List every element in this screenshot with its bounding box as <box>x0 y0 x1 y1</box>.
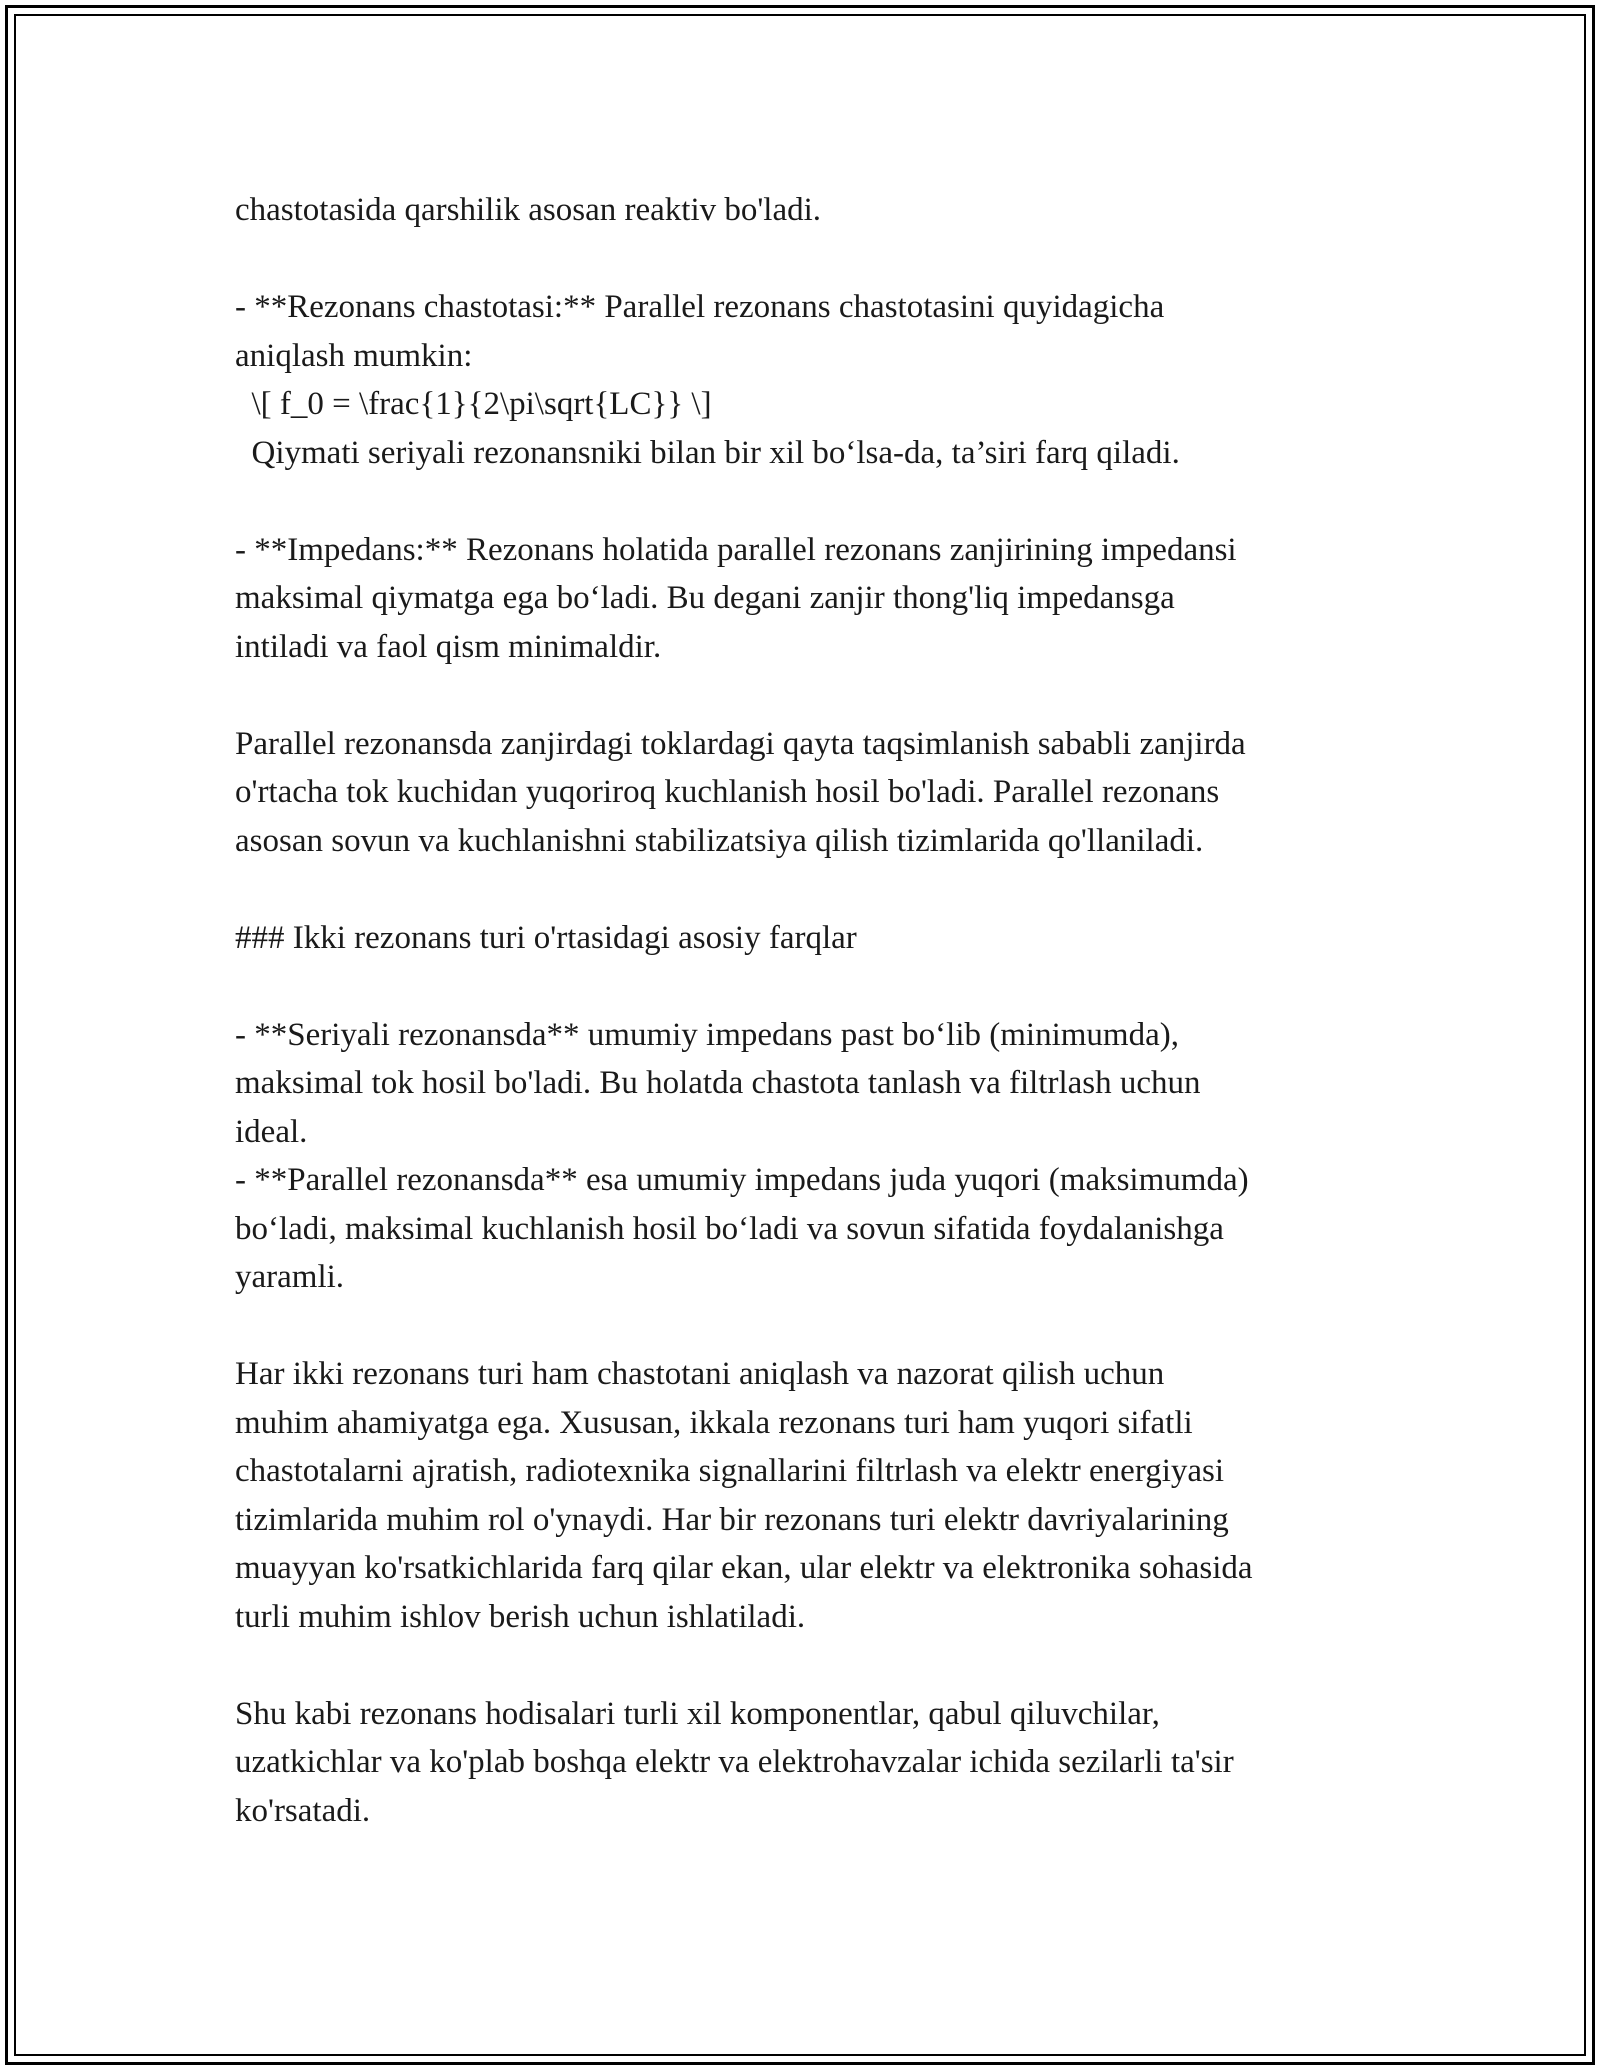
text-line: \[ f_0 = \frac{1}{2\pi\sqrt{LC}} \] <box>235 386 712 422</box>
text-line: aniqlash mumkin: <box>235 337 473 374</box>
text-line: Shu kabi rezonans hodisalari turli xil komponentlar, qabul qiluvchilar, <box>235 1695 1160 1732</box>
text-line: - **Impedans:** Rezonans holatida parallel rezonans zanjirining impedansi <box>235 531 1237 568</box>
paragraph-spacer <box>235 1302 1395 1351</box>
text-line: chastotasida qarshilik asosan reaktiv bo'ladi. <box>235 192 822 228</box>
text-line: ### Ikki rezonans turi o'rtasidagi asosiy farqlar <box>235 919 857 956</box>
text-line: o'rtacha tok kuchidan yuqoriroq kuchlanish hosil bo'ladi. Parallel rezonans <box>235 774 1220 810</box>
text-line: chastotalarni ajratish, radiotexnika signallarini filtrlash va elektr energiyasi <box>235 1453 1225 1489</box>
text-line: uzatkichlar va ko'plab boshqa elektr va elektrohavzalar ichida sezilarli ta'sir <box>235 1744 1234 1780</box>
text-line: tizimlarida muhim rol o'ynaydi. Har bir rezonans turi elektr davriyalarining <box>235 1501 1229 1538</box>
text-line: - **Parallel rezonansda** esa umumiy impedans juda yuqori (maksimumda) <box>235 1162 1249 1198</box>
paragraph-importance <box>235 1350 1395 1641</box>
text-line: Parallel rezonansda zanjirdagi toklardagi qayta taqsimlanish sababli zanjirda <box>235 725 1246 762</box>
paragraph-spacer <box>235 477 1395 526</box>
paragraph-spacer <box>235 1641 1395 1690</box>
text-line: asosan sovun va kuchlanishni stabilizatsiya qilish tizimlarida qo'llaniladi. <box>235 822 1204 859</box>
text-line: yaramli. <box>235 1259 345 1295</box>
text-line: muayyan ko'rsatkichlarida farq qilar ekan, ular elektr va elektronika sohasida <box>235 1550 1253 1586</box>
text-line: turli muhim ishlov berish uchun ishlatiladi. <box>235 1598 806 1635</box>
text-line: intiladi va faol qism minimaldir. <box>235 628 662 665</box>
text-line: Har ikki rezonans turi ham chastotani aniqlash va nazorat qilish uchun <box>235 1356 1165 1392</box>
text-line: Qiymati seriyali rezonansniki bilan bir xil bo‘lsa-da, ta’siri farq qiladi. <box>235 434 1180 471</box>
text-line: bo‘ladi, maksimal kuchlanish hosil bo‘ladi va sovun sifatida foydalanishga <box>235 1210 1224 1247</box>
paragraph-spacer <box>235 671 1395 720</box>
text-line: - **Seriyali rezonansda** umumiy impedans past bo‘lib (minimumda), <box>235 1016 1179 1053</box>
text-line: ideal. <box>235 1113 308 1150</box>
text-line: muhim ahamiyatga ega. Xususan, ikkala rezonans turi ham yuqori sifatli <box>235 1404 1193 1441</box>
list-item-series-vs-parallel <box>235 1011 1395 1302</box>
paragraph-spacer <box>235 235 1395 284</box>
paragraph-parallel-resonance <box>235 720 1395 866</box>
document-body <box>235 186 1395 1835</box>
text-line: ko'rsatadi. <box>235 1792 371 1829</box>
text-line: maksimal tok hosil bo'ladi. Bu holatda chastota tanlash va filtrlash uchun <box>235 1065 1201 1101</box>
paragraph-conclusion <box>235 1690 1395 1836</box>
text-line: - **Rezonans chastotasi:** Parallel rezonans chastotasini quyidagicha <box>235 289 1165 325</box>
list-item-impedance <box>235 526 1395 672</box>
paragraph-spacer <box>235 962 1395 1011</box>
paragraph-resonance-intro-end <box>235 186 1395 235</box>
text-line: maksimal qiymatga ega bo‘ladi. Bu degani zanjir thong'liq impedansga <box>235 580 1175 616</box>
section-heading-differences <box>235 914 1395 963</box>
paragraph-spacer <box>235 865 1395 914</box>
list-item-resonance-frequency <box>235 283 1395 477</box>
